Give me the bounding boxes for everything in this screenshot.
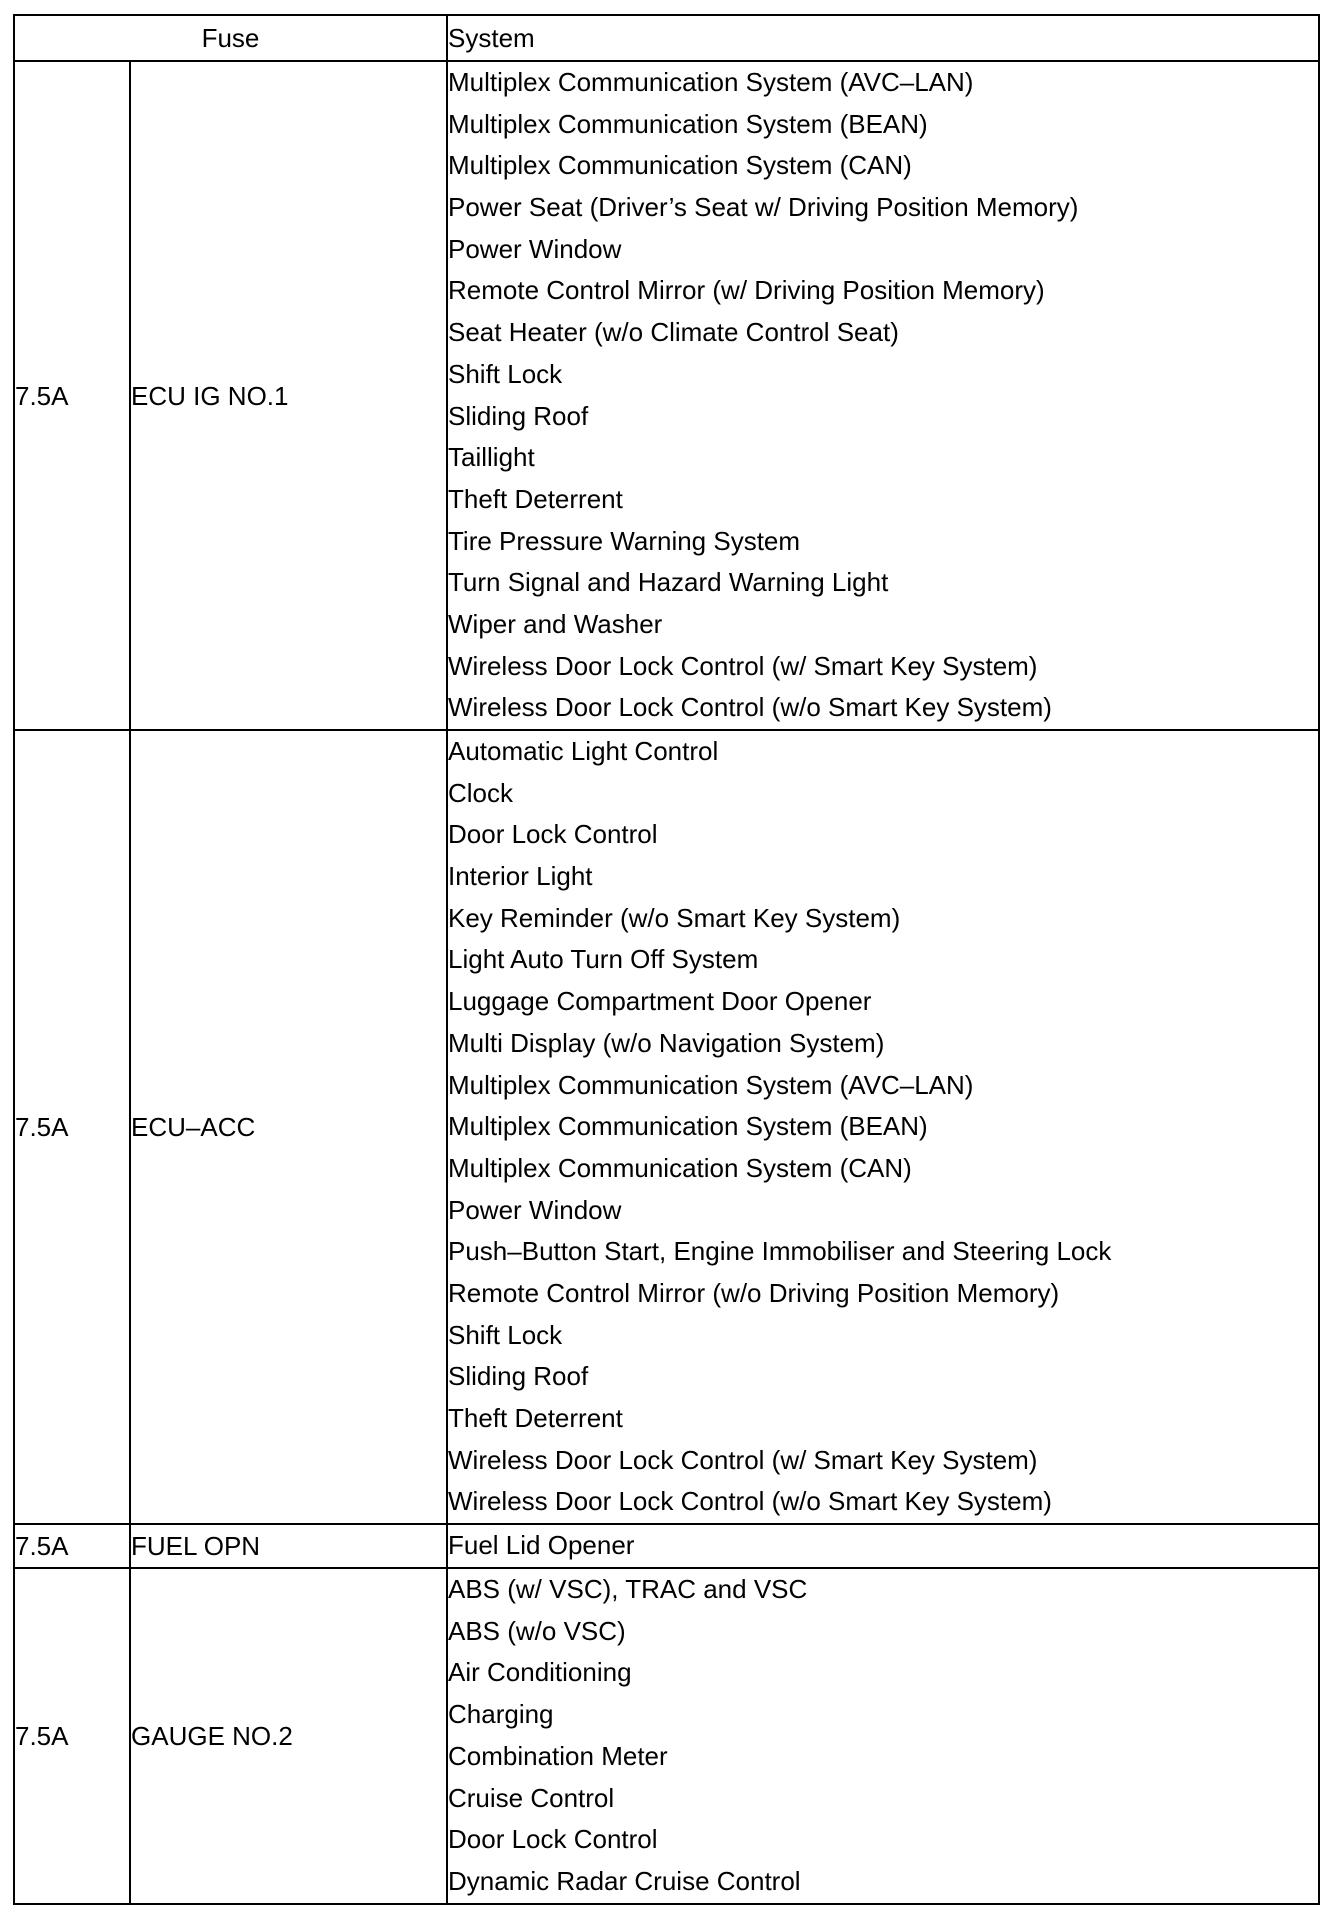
system-item: Cruise Control: [448, 1782, 615, 1813]
header-system: System: [447, 15, 1319, 61]
system-item: Key Reminder (w/o Smart Key System): [448, 902, 901, 933]
system-item: Wireless Door Lock Control (w/ Smart Key System): [448, 1444, 1038, 1475]
system-item: Remote Control Mirror (w/o Driving Position Memory): [448, 1277, 1060, 1308]
system-item: Fuel Lid Opener: [448, 1530, 635, 1561]
system-item: Wiper and Washer: [448, 608, 663, 639]
fuse-name: ECU IG NO.1: [130, 61, 447, 730]
system-item: Sliding Roof: [448, 1361, 589, 1392]
fuse-system-table: [13, 14, 1320, 1905]
system-item: Wireless Door Lock Control (w/o Smart Key System): [448, 692, 1052, 723]
system-item: Theft Deterrent: [448, 1403, 623, 1433]
system-list: [447, 1524, 1319, 1568]
system-item: Interior Light: [448, 861, 593, 892]
header-fuse: Fuse: [14, 15, 447, 61]
table-body: [14, 61, 1319, 1904]
fuse-name: FUEL OPN: [130, 1524, 447, 1568]
system-item: Power Seat (Driver’s Seat w/ Driving Position Memory): [448, 192, 1079, 223]
system-item: Multiplex Communication System (CAN): [448, 1152, 912, 1183]
table-row: [14, 730, 1319, 1524]
table-row: [14, 61, 1319, 730]
system-item: Multi Display (w/o Navigation System): [448, 1027, 885, 1058]
fuse-amperage: 7.5A: [14, 730, 130, 1524]
system-list: [447, 61, 1319, 730]
system-item: Wireless Door Lock Control (w/ Smart Key System): [448, 650, 1038, 681]
system-item: Sliding Roof: [448, 400, 589, 431]
system-item: Multiplex Communication System (BEAN): [448, 108, 928, 139]
system-item: Automatic Light Control: [448, 736, 719, 766]
fuse-amperage: 7.5A: [14, 1524, 130, 1568]
system-item: Theft Deterrent: [448, 483, 623, 514]
system-item: Clock: [448, 777, 514, 808]
table-row: [14, 1568, 1319, 1904]
table-row: [14, 1524, 1319, 1568]
system-item: Door Lock Control: [448, 819, 658, 850]
system-list: [447, 1568, 1319, 1904]
system-item: Seat Heater (w/o Climate Control Seat): [448, 317, 899, 348]
fuse-name: ECU–ACC: [130, 730, 447, 1524]
system-list: [447, 730, 1319, 1524]
system-item: Multiplex Communication System (AVC–LAN): [448, 67, 974, 97]
system-item: Power Window: [448, 1194, 622, 1225]
system-item: Wireless Door Lock Control (w/o Smart Key System): [448, 1486, 1052, 1517]
system-item: ABS (w/o VSC): [448, 1615, 626, 1646]
system-item: Luggage Compartment Door Opener: [448, 986, 872, 1017]
system-item: Taillight: [448, 442, 535, 473]
fuse-name: GAUGE NO.2: [130, 1568, 447, 1904]
system-item: Door Lock Control: [448, 1824, 658, 1855]
system-item: Tire Pressure Warning System: [448, 525, 801, 556]
system-item: Dynamic Radar Cruise Control: [448, 1865, 801, 1896]
system-item: Turn Signal and Hazard Warning Light: [448, 567, 889, 598]
system-item: Combination Meter: [448, 1740, 668, 1771]
fuse-amperage: 7.5A: [14, 1568, 130, 1904]
system-item: Multiplex Communication System (BEAN): [448, 1111, 928, 1142]
system-item: Air Conditioning: [448, 1657, 632, 1688]
system-item: ABS (w/ VSC), TRAC and VSC: [448, 1574, 808, 1605]
system-item: Power Window: [448, 233, 622, 264]
system-item: Remote Control Mirror (w/ Driving Position Memory): [448, 275, 1045, 306]
system-item: Multiplex Communication System (AVC–LAN): [448, 1069, 974, 1100]
system-item: Light Auto Turn Off System: [448, 944, 759, 975]
system-item: Push–Button Start, Engine Immobiliser and Steering Lock: [448, 1236, 1112, 1267]
system-item: Multiplex Communication System (CAN): [448, 150, 912, 181]
system-item: Shift Lock: [448, 358, 563, 389]
system-item: Charging: [448, 1699, 554, 1730]
fuse-amperage: 7.5A: [14, 61, 130, 730]
header-row: [14, 15, 1319, 61]
system-item: Shift Lock: [448, 1319, 563, 1350]
